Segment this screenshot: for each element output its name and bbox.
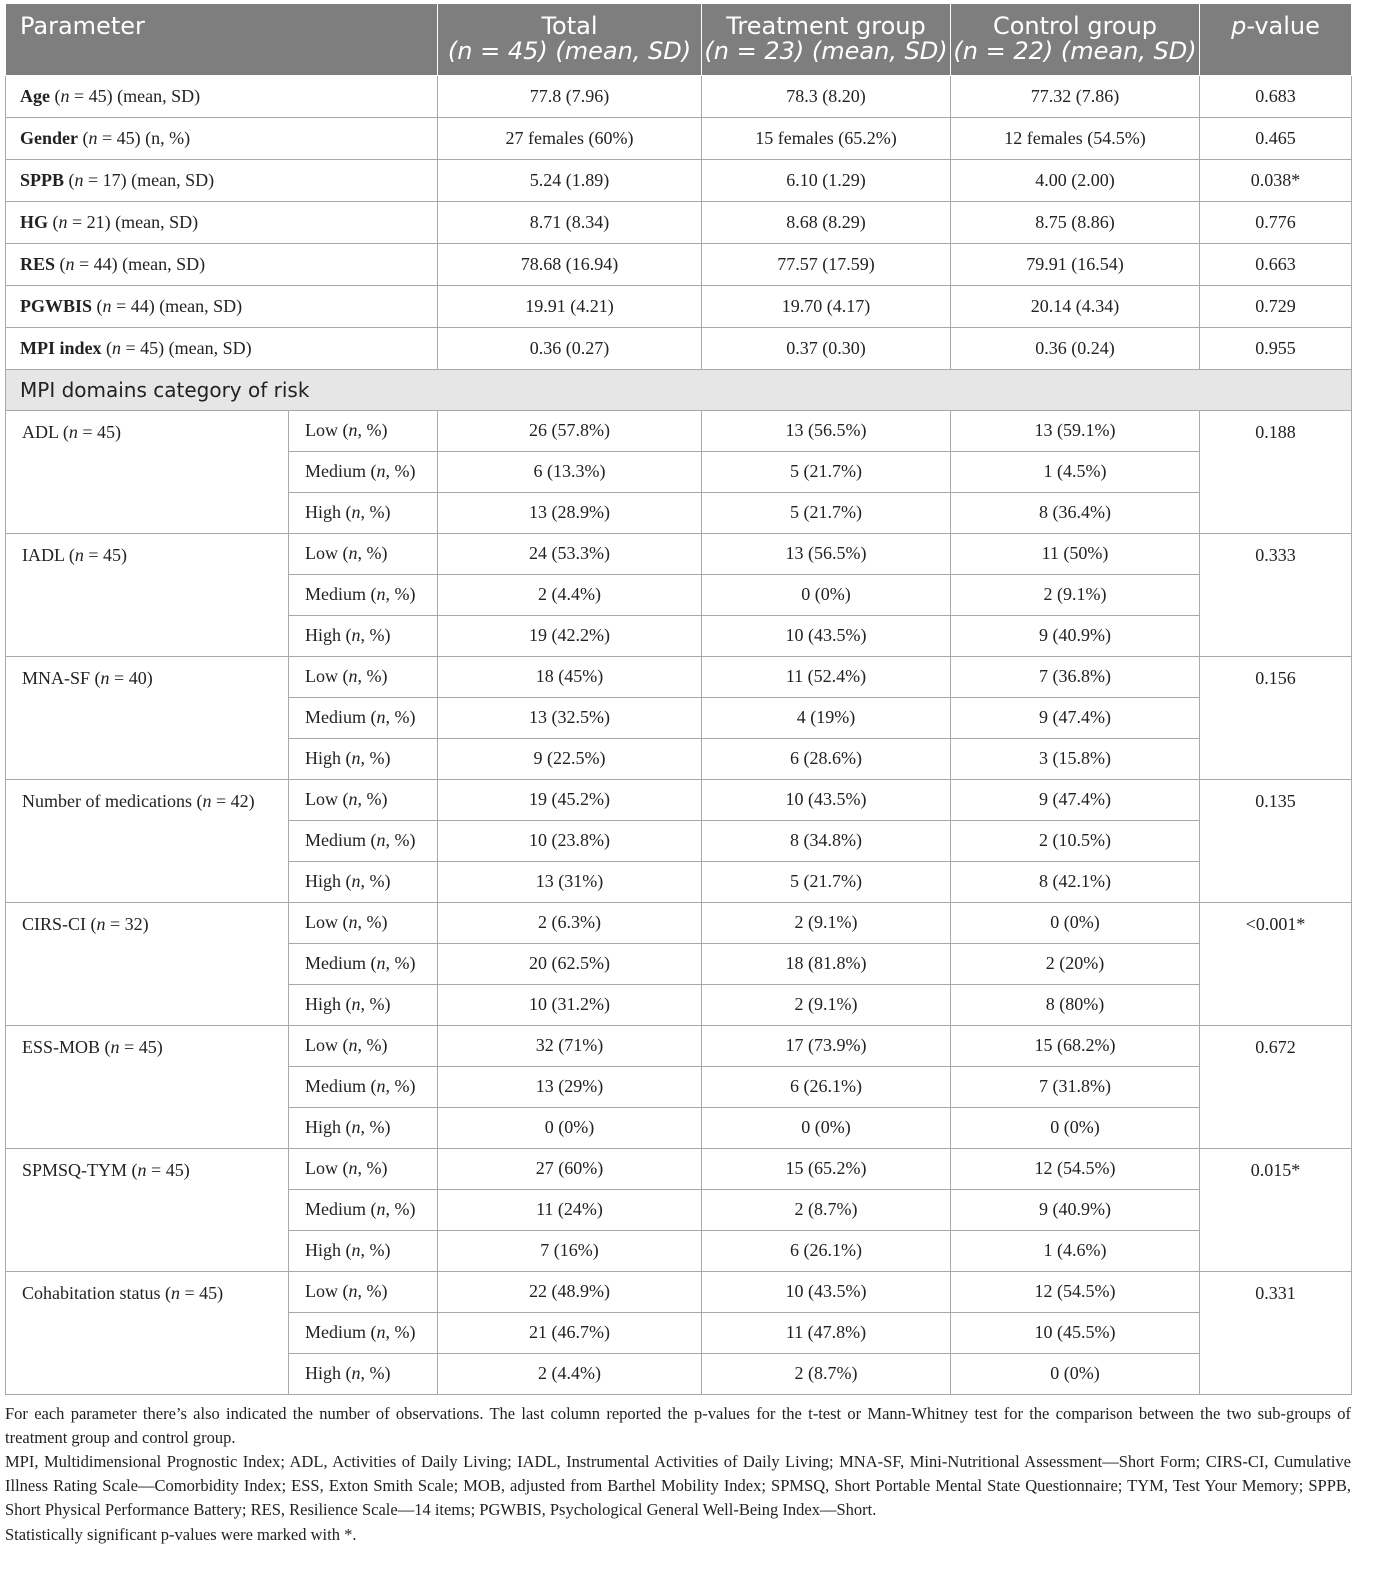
total-cell: 2 (4.4%) [438, 1353, 702, 1394]
treat-cell: 15 females (65.2%) [702, 117, 951, 159]
header-treatment: Treatment group (n = 23) (mean, SD) [702, 4, 951, 75]
domain-name-cell: CIRS-CI (n = 32) [6, 902, 289, 1025]
total-cell: 6 (13.3%) [438, 451, 702, 492]
table-row [6, 410, 1352, 451]
ctrl-cell: 4.00 (2.00) [951, 159, 1200, 201]
treat-cell: 78.3 (8.20) [702, 75, 951, 117]
treat-cell: 0 (0%) [702, 574, 951, 615]
risk-level-cell: Medium (n, %) [289, 820, 438, 861]
p-cell: 0.465 [1200, 117, 1352, 159]
ctrl-cell: 12 (54.5%) [951, 1271, 1200, 1312]
ctrl-cell: 10 (45.5%) [951, 1312, 1200, 1353]
risk-level-cell: High (n, %) [289, 984, 438, 1025]
ctrl-cell: 8 (80%) [951, 984, 1200, 1025]
ctrl-cell: 8 (42.1%) [951, 861, 1200, 902]
table-footnotes [5, 1402, 1351, 1547]
table-row [6, 243, 1352, 285]
treat-cell: 6 (28.6%) [702, 738, 951, 779]
ctrl-cell: 79.91 (16.54) [951, 243, 1200, 285]
treat-cell: 10 (43.5%) [702, 1271, 951, 1312]
ctrl-cell: 1 (4.6%) [951, 1230, 1200, 1271]
table-container [5, 4, 1351, 1547]
treat-cell: 77.57 (17.59) [702, 243, 951, 285]
treat-cell: 8 (34.8%) [702, 820, 951, 861]
total-cell: 78.68 (16.94) [438, 243, 702, 285]
risk-level-cell: High (n, %) [289, 738, 438, 779]
treat-cell: 6 (26.1%) [702, 1230, 951, 1271]
risk-level-cell: High (n, %) [289, 492, 438, 533]
treat-cell: 10 (43.5%) [702, 615, 951, 656]
ctrl-cell: 77.32 (7.86) [951, 75, 1200, 117]
domain-name-cell: IADL (n = 45) [6, 533, 289, 656]
p-cell: 0.663 [1200, 243, 1352, 285]
ctrl-cell: 2 (20%) [951, 943, 1200, 984]
ctrl-cell: 12 (54.5%) [951, 1148, 1200, 1189]
table-row [6, 75, 1352, 117]
total-cell: 22 (48.9%) [438, 1271, 702, 1312]
ctrl-cell: 0.36 (0.24) [951, 327, 1200, 369]
total-cell: 2 (6.3%) [438, 902, 702, 943]
table-row [6, 159, 1352, 201]
risk-level-cell: Medium (n, %) [289, 697, 438, 738]
ctrl-cell: 0 (0%) [951, 1107, 1200, 1148]
total-cell: 5.24 (1.89) [438, 159, 702, 201]
parameter-cell: Gender (n = 45) (n, %) [6, 117, 438, 159]
ctrl-cell: 9 (40.9%) [951, 615, 1200, 656]
p-value-cell: 0.015* [1200, 1148, 1352, 1271]
total-cell: 13 (31%) [438, 861, 702, 902]
total-cell: 13 (32.5%) [438, 697, 702, 738]
treat-cell: 19.70 (4.17) [702, 285, 951, 327]
p-value-cell: 0.188 [1200, 410, 1352, 533]
risk-level-cell: Low (n, %) [289, 1025, 438, 1066]
total-cell: 18 (45%) [438, 656, 702, 697]
p-cell: 0.683 [1200, 75, 1352, 117]
ctrl-cell: 7 (31.8%) [951, 1066, 1200, 1107]
treat-cell: 6.10 (1.29) [702, 159, 951, 201]
risk-level-cell: Medium (n, %) [289, 943, 438, 984]
domain-name-cell: ADL (n = 45) [6, 410, 289, 533]
risk-level-cell: Medium (n, %) [289, 1189, 438, 1230]
treat-cell: 10 (43.5%) [702, 779, 951, 820]
p-value-cell: 0.135 [1200, 779, 1352, 902]
header-p-value: p-value [1200, 4, 1352, 75]
table-row [6, 327, 1352, 369]
domain-name-cell: Number of medications (n = 42) [6, 779, 289, 902]
total-cell: 19 (45.2%) [438, 779, 702, 820]
p-cell: 0.955 [1200, 327, 1352, 369]
ctrl-cell: 9 (47.4%) [951, 697, 1200, 738]
total-cell: 26 (57.8%) [438, 410, 702, 451]
p-value-cell: <0.001* [1200, 902, 1352, 1025]
total-cell: 13 (28.9%) [438, 492, 702, 533]
ctrl-cell: 3 (15.8%) [951, 738, 1200, 779]
total-cell: 0.36 (0.27) [438, 327, 702, 369]
treat-cell: 13 (56.5%) [702, 410, 951, 451]
total-cell: 9 (22.5%) [438, 738, 702, 779]
table-row [6, 1271, 1352, 1312]
parameter-cell: SPPB (n = 17) (mean, SD) [6, 159, 438, 201]
parameter-cell: MPI index (n = 45) (mean, SD) [6, 327, 438, 369]
footnote-observations: For each parameter there’s also indicated the number of observations. The last column reported the p-values for the t-test or Mann-Whitney test for the comparison between the two sub-groups of treatment group and control group. [5, 1403, 1351, 1447]
p-value-cell: 0.333 [1200, 533, 1352, 656]
footnote-significance: Statistically significant p-values were marked with *. [5, 1524, 357, 1544]
total-cell: 27 (60%) [438, 1148, 702, 1189]
table-row [6, 1148, 1352, 1189]
treat-cell: 13 (56.5%) [702, 533, 951, 574]
total-cell: 8.71 (8.34) [438, 201, 702, 243]
ctrl-cell: 9 (40.9%) [951, 1189, 1200, 1230]
total-cell: 11 (24%) [438, 1189, 702, 1230]
table-row [6, 902, 1352, 943]
risk-level-cell: High (n, %) [289, 1230, 438, 1271]
ctrl-cell: 13 (59.1%) [951, 410, 1200, 451]
header-control: Control group (n = 22) (mean, SD) [951, 4, 1200, 75]
risk-level-cell: Medium (n, %) [289, 1312, 438, 1353]
table-row [6, 1025, 1352, 1066]
total-cell: 77.8 (7.96) [438, 75, 702, 117]
table-row [6, 285, 1352, 327]
header-total: Total (n = 45) (mean, SD) [438, 4, 702, 75]
total-cell: 10 (31.2%) [438, 984, 702, 1025]
treat-cell: 2 (8.7%) [702, 1353, 951, 1394]
ctrl-cell: 20.14 (4.34) [951, 285, 1200, 327]
treat-cell: 0 (0%) [702, 1107, 951, 1148]
total-cell: 20 (62.5%) [438, 943, 702, 984]
section-row [6, 369, 1352, 410]
treat-cell: 18 (81.8%) [702, 943, 951, 984]
p-cell: 0.038* [1200, 159, 1352, 201]
total-cell: 21 (46.7%) [438, 1312, 702, 1353]
treat-cell: 5 (21.7%) [702, 492, 951, 533]
p-value-cell: 0.156 [1200, 656, 1352, 779]
total-cell: 2 (4.4%) [438, 574, 702, 615]
risk-level-cell: Low (n, %) [289, 656, 438, 697]
treat-cell: 4 (19%) [702, 697, 951, 738]
risk-level-cell: Medium (n, %) [289, 451, 438, 492]
total-cell: 32 (71%) [438, 1025, 702, 1066]
parameter-cell: Age (n = 45) (mean, SD) [6, 75, 438, 117]
risk-level-cell: Low (n, %) [289, 779, 438, 820]
treat-cell: 5 (21.7%) [702, 451, 951, 492]
risk-level-cell: Low (n, %) [289, 410, 438, 451]
parameter-cell: RES (n = 44) (mean, SD) [6, 243, 438, 285]
risk-level-cell: Medium (n, %) [289, 574, 438, 615]
total-cell: 10 (23.8%) [438, 820, 702, 861]
total-cell: 13 (29%) [438, 1066, 702, 1107]
parameter-cell: HG (n = 21) (mean, SD) [6, 201, 438, 243]
ctrl-cell: 8 (36.4%) [951, 492, 1200, 533]
treat-cell: 2 (8.7%) [702, 1189, 951, 1230]
treat-cell: 6 (26.1%) [702, 1066, 951, 1107]
treat-cell: 0.37 (0.30) [702, 327, 951, 369]
ctrl-cell: 8.75 (8.86) [951, 201, 1200, 243]
risk-level-cell: Medium (n, %) [289, 1066, 438, 1107]
header-row [6, 4, 1352, 75]
risk-level-cell: Low (n, %) [289, 1148, 438, 1189]
treat-cell: 11 (47.8%) [702, 1312, 951, 1353]
header-parameter: Parameter [6, 4, 438, 75]
domain-name-cell: ESS-MOB (n = 45) [6, 1025, 289, 1148]
table-row [6, 656, 1352, 697]
ctrl-cell: 9 (47.4%) [951, 779, 1200, 820]
treat-cell: 15 (65.2%) [702, 1148, 951, 1189]
p-value-cell: 0.331 [1200, 1271, 1352, 1394]
parameter-cell: PGWBIS (n = 44) (mean, SD) [6, 285, 438, 327]
p-cell: 0.729 [1200, 285, 1352, 327]
domain-name-cell: MNA-SF (n = 40) [6, 656, 289, 779]
table-row [6, 533, 1352, 574]
total-cell: 19 (42.2%) [438, 615, 702, 656]
results-table [5, 4, 1352, 1395]
risk-level-cell: Low (n, %) [289, 902, 438, 943]
risk-level-cell: High (n, %) [289, 861, 438, 902]
section-title: MPI domains category of risk [6, 369, 1352, 410]
risk-level-cell: High (n, %) [289, 1353, 438, 1394]
risk-level-cell: Low (n, %) [289, 533, 438, 574]
treat-cell: 11 (52.4%) [702, 656, 951, 697]
p-cell: 0.776 [1200, 201, 1352, 243]
risk-level-cell: Low (n, %) [289, 1271, 438, 1312]
risk-level-cell: High (n, %) [289, 1107, 438, 1148]
table-row [6, 201, 1352, 243]
domain-name-cell: SPMSQ-TYM (n = 45) [6, 1148, 289, 1271]
domain-name-cell: Cohabitation status (n = 45) [6, 1271, 289, 1394]
ctrl-cell: 15 (68.2%) [951, 1025, 1200, 1066]
table-row [6, 117, 1352, 159]
total-cell: 24 (53.3%) [438, 533, 702, 574]
ctrl-cell: 1 (4.5%) [951, 451, 1200, 492]
treat-cell: 8.68 (8.29) [702, 201, 951, 243]
total-cell: 27 females (60%) [438, 117, 702, 159]
treat-cell: 17 (73.9%) [702, 1025, 951, 1066]
ctrl-cell: 0 (0%) [951, 1353, 1200, 1394]
treat-cell: 5 (21.7%) [702, 861, 951, 902]
ctrl-cell: 11 (50%) [951, 533, 1200, 574]
total-cell: 7 (16%) [438, 1230, 702, 1271]
footnote-abbreviations: MPI, Multidimensional Prognostic Index; ADL, Activities of Daily Living; IADL, Instrumental Activities of Daily Living; MNA-SF, Mini-Nutritional Assessment—Short Form; CIRS-CI, Cumulative Illness Rating Scale—Comorbidity Index; ESS, Exton Smith Scale; MOB, adjusted from Barthel Mobility Index; SPMSQ, Short Portable Mental State Questionnaire; TYM, Test Your Memory; SPPB, Short Physical Performance Battery; RES, Resilience Scale—14 items; PGWBIS, Psychological General Well-Being Index—Short. [5, 1451, 1351, 1520]
ctrl-cell: 7 (36.8%) [951, 656, 1200, 697]
ctrl-cell: 2 (10.5%) [951, 820, 1200, 861]
p-value-cell: 0.672 [1200, 1025, 1352, 1148]
total-cell: 0 (0%) [438, 1107, 702, 1148]
table-row [6, 779, 1352, 820]
ctrl-cell: 12 females (54.5%) [951, 117, 1200, 159]
ctrl-cell: 0 (0%) [951, 902, 1200, 943]
total-cell: 19.91 (4.21) [438, 285, 702, 327]
risk-level-cell: High (n, %) [289, 615, 438, 656]
ctrl-cell: 2 (9.1%) [951, 574, 1200, 615]
treat-cell: 2 (9.1%) [702, 902, 951, 943]
treat-cell: 2 (9.1%) [702, 984, 951, 1025]
